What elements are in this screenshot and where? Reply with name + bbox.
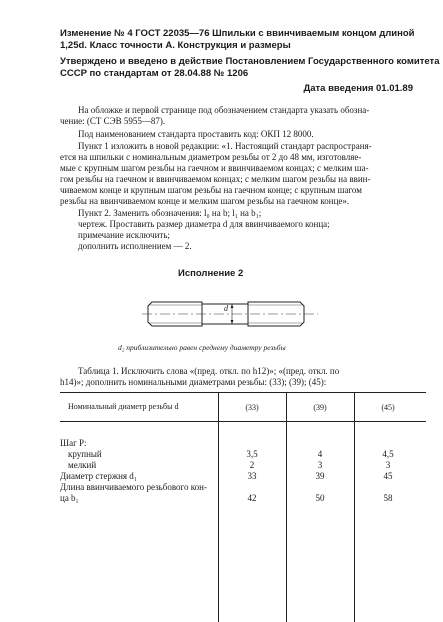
table-intro-line1: Таблица 1. Исключить слова «(пред. откл. по h12)»; «(пред. откл. по: [78, 366, 340, 376]
paragraph-7: дополнить исполнением — 2.: [78, 241, 192, 251]
paragraph-5: чертеж. Проставить размер диаметра d для ввинчиваемого конца;: [78, 219, 330, 229]
cell-stem-33: 33: [247, 471, 257, 481]
row-label-coarse: крупный: [68, 449, 102, 459]
cell-length-39: 50: [315, 493, 325, 503]
cell-fine-39: 3: [317, 460, 323, 470]
approval-line2: СССР по стандартам от 28.04.88 № 1206: [60, 68, 249, 79]
amendment-title-line2: 1,25d. Класс точности А. Конструкция и размеры: [60, 40, 291, 51]
column-header-45: (45): [381, 403, 395, 412]
paragraph-3-line2: ется на шпильки с номинальным диаметром резьбы от 2 до 48 мм, изготовляе-: [60, 152, 362, 162]
approval-statement: [60, 56, 440, 80]
diameter-label: d: [224, 304, 228, 313]
table-intro-line2: h14)»; дополнить номинальными диаметрами резьбы: (33); (39); (45):: [60, 377, 327, 387]
paragraph-6: примечание исключить;: [78, 230, 170, 240]
paragraph-3-line1: Пункт 1 изложить в новой редакции: «1. Настоящий стандарт распространя-: [78, 141, 372, 151]
cell-length-45: 58: [383, 493, 393, 503]
paragraph-1-line1: На обложке и первой странице под обозначением стандарта указать обозна-: [78, 105, 370, 115]
table-top-rule: [60, 392, 426, 393]
paragraph-3-line3: мые с крупным шагом резьбы на гаечном и ввинчиваемом концах; с мелким ша-: [60, 163, 369, 173]
cell-coarse-39: 4: [317, 449, 323, 459]
column-header-39: (39): [313, 403, 327, 412]
effective-date: Дата введения 01.01.89: [303, 83, 413, 94]
paragraph-2: Под наименованием стандарта проставить код: ОКП 12 8000.: [78, 129, 314, 139]
amendment-title: [60, 28, 420, 52]
amendment-title-line1: Изменение № 4 ГОСТ 22035—76 Шпильки с ввинчиваемым концом длиной: [60, 28, 415, 39]
paragraph-4: Пункт 2. Заменить обозначения: l₀ на b; l₁ на b₁;: [78, 208, 262, 218]
approval-line1: Утверждено и введено в действие Постановлением Государственного комитета: [60, 56, 440, 67]
column-header-33: (33): [245, 403, 259, 412]
diameter-arrow-bottom: [231, 320, 234, 324]
stud-drawing: [140, 288, 320, 340]
cell-fine-45: 3: [385, 460, 391, 470]
paragraph-3-line5: чиваемом конце и крупным шагом резьбы на гаечном конце; с крупным шагом: [60, 185, 362, 195]
cell-length-33: 42: [247, 493, 257, 503]
figure-title: Исполнение 2: [178, 268, 244, 279]
table-divider-1: [218, 392, 219, 622]
cell-fine-33: 2: [249, 460, 255, 470]
row-label-pitch: Шаг P:: [60, 438, 87, 448]
paragraph-3-line4: гом резьбы на гаечном и ввинчиваемом концах; с мелким шагом резьбы на ввин-: [60, 174, 371, 184]
figure-caption: d₂ приблизительно равен среднему диаметру резьбы: [118, 343, 286, 352]
diameter-arrow-top: [231, 304, 234, 308]
row-label-fine: мелкий: [68, 460, 97, 470]
row-label-length-2: ца b₁: [60, 493, 79, 503]
table-header-rule: [60, 421, 426, 422]
table-divider-2: [286, 392, 287, 622]
table-header-label: Номинальный диаметр резьбы d: [68, 402, 179, 411]
paragraph-3-line6: резьбы на ввинчиваемом конце и мелким шагом резьбы на гаечном конце».: [60, 196, 350, 206]
cell-stem-39: 39: [315, 471, 325, 481]
table-divider-3: [354, 392, 355, 622]
row-label-stem: Диаметр стержня d₁: [60, 471, 137, 481]
cell-coarse-33: 3,5: [246, 449, 258, 459]
cell-coarse-45: 4,5: [382, 449, 394, 459]
row-label-length-1: Длина ввинчиваемого резьбового кон-: [60, 482, 207, 492]
cell-stem-45: 45: [383, 471, 393, 481]
paragraph-1-line2: чение: (СТ СЭВ 5955—87).: [60, 116, 166, 126]
